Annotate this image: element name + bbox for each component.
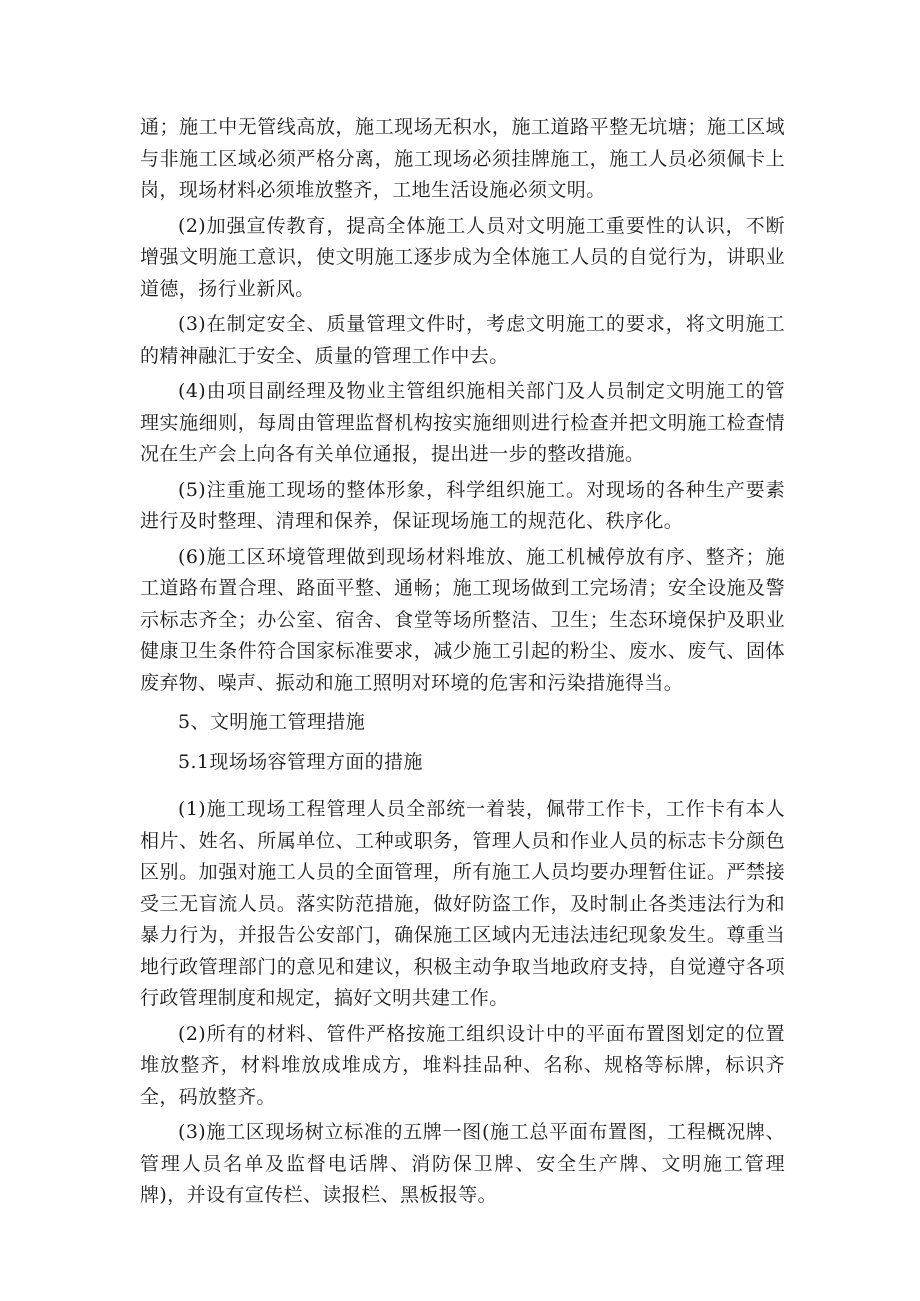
measure-item-2: (2)所有的材料、管件严格按施工组织设计中的平面布置图划定的位置堆放整齐，材料堆放成堆成方，堆料挂品种、名称、规格等标牌，标识齐全，码放整齐。 bbox=[140, 1022, 785, 1108]
paragraph-item-6: (6)施工区环境管理做到现场材料堆放、施工机械停放有序、整齐；施工道路布置合理、路面平整、通畅；施工现场做到工完场清；安全设施及警示标志齐全；办公室、宿舍、食堂等场所整洁、卫生；生态环境保护及职业健康卫生条件符合国家标准要求，减少施工引起的粉尘、废水、废气、固体废弃物、噪声、振动和施工照明对环境的危害和污染措施得当。 bbox=[140, 545, 785, 694]
subsection-heading: 5.1现场场容管理方面的措施 bbox=[178, 750, 423, 773]
section-heading: 5、文明施工管理措施 bbox=[178, 711, 366, 733]
measure-item-3: (3)施工区现场树立标准的五牌一图(施工总平面布置图，工程概况牌、管理人员名单及监督电话牌、消防保卫牌、安全生产牌、文明施工管理牌)，并设有宣传栏、读报栏、黑板报等。 bbox=[140, 1121, 785, 1206]
measure-item-1: (1)施工现场工程管理人员全部统一着装，佩带工作卡，工作卡有本人相片、姓名、所属单位、工种或职务，管理人员和作业人员的标志卡分颜色区别。加强对施工人员的全面管理，所有施工人员均要办理暂住证。严禁接受三无盲流人员。落实防范措施，做好防盗工作，及时制止各类违法行为和暴力行为，并报告公安部门，确保施工区域内无违法违纪现象发生。尊重当地行政管理部门的意见和建议，积极主动争取当地政府支持，自觉遵守各项行政管理制度和规定，搞好文明共建工作。 bbox=[140, 798, 785, 1009]
document-body bbox=[140, 112, 785, 1212]
paragraph-continuation: 通；施工中无管线高放，施工现场无积水，施工道路平整无坑塘；施工区域与非施工区域必须严格分离，施工现场必须挂牌施工，施工人员必须佩卡上岗，现场材料必须堆放整齐，工地生活设施必须文明。 bbox=[140, 116, 785, 201]
paragraph-item-3: (3)在制定安全、质量管理文件时，考虑文明施工的要求，将文明施工的精神融汇于安全、质量的管理工作中去。 bbox=[140, 313, 785, 367]
paragraph-item-5: (5)注重施工现场的整体形象，科学组织施工。对现场的各种生产要素进行及时整理、清理和保养，保证现场施工的规范化、秩序化。 bbox=[140, 478, 785, 532]
paragraph-item-4: (4)由项目副经理及物业主管组织施相关部门及人员制定文明施工的管理实施细则，每周由管理监督机构按实施细则进行检查并把文明施工检查情况在生产会上向各有关单位通报，提出进一步的整改措施。 bbox=[140, 380, 785, 465]
paragraph-item-2: (2)加强宣传教育，提高全体施工人员对文明施工重要性的认识，不断增强文明施工意识，使文明施工逐步成为全体施工人员的自觉行为，讲职业道德，扬行业新风。 bbox=[140, 214, 785, 300]
